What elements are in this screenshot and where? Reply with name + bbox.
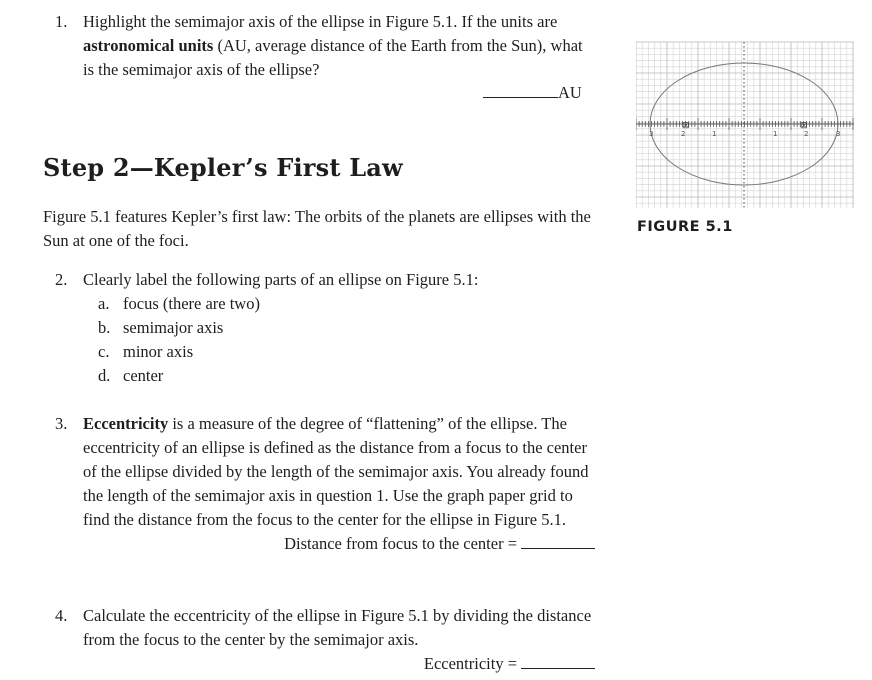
question-3 bbox=[55, 412, 595, 556]
question-text: Calculate the eccentricity of the ellipse in Figure 5.1 by dividing the distance from the focus to the center by the semimajor axis. Eccentricity = bbox=[83, 604, 595, 676]
answer-blank[interactable] bbox=[483, 82, 558, 98]
parts-list bbox=[98, 292, 260, 388]
focus-marker-icon: ⊠ bbox=[682, 121, 690, 131]
axis-label: 1 bbox=[712, 130, 717, 138]
question-number: 1. bbox=[55, 12, 68, 31]
answer-blank[interactable] bbox=[521, 534, 595, 549]
focus-marker-icon: ⊠ bbox=[800, 121, 808, 131]
figure-caption: FIGURE 5.1 bbox=[637, 219, 733, 235]
question-text: Clearly label the following parts of an ellipse on Figure 5.1: bbox=[83, 270, 479, 289]
axis-label: 1 bbox=[773, 130, 778, 138]
section-title: Step 2—Kepler’s First Law bbox=[43, 153, 403, 182]
question-number: 3. bbox=[55, 414, 68, 433]
answer-label: Distance from focus to the center = bbox=[284, 534, 517, 553]
list-item: d. center bbox=[98, 366, 164, 385]
answer-row bbox=[83, 532, 595, 556]
question-number: 2. bbox=[55, 270, 68, 289]
intro-paragraph: Figure 5.1 features Kepler’s first law: The orbits of the planets are ellipses with the Sun at one of the foci. bbox=[43, 207, 591, 250]
unit-label: AU bbox=[558, 83, 582, 102]
bold-term: astronomical units bbox=[83, 36, 214, 55]
answer-row bbox=[83, 652, 595, 676]
answer-label: Eccentricity = bbox=[423, 654, 517, 673]
question-2 bbox=[55, 268, 595, 292]
question-4 bbox=[55, 604, 595, 676]
question-number: 4. bbox=[55, 606, 68, 625]
question-text: Eccentricity is a measure of the degree of “flattening” of the ellipse. The eccentricity of an ellipse is defined as the distance from a focus to the center of the ellipse divided by the length of the semimajor axis. You already found the length of the semimajor axis in question 1. Use the graph paper grid to find the distance from the focus to the center for the ellipse in Figure 5.1. Distance from focus to the center = bbox=[83, 412, 595, 556]
axis-label: 2 bbox=[681, 130, 686, 138]
graph-grid bbox=[636, 42, 854, 208]
question-1 bbox=[55, 10, 595, 82]
list-item: b. semimajor axis bbox=[98, 318, 224, 337]
axis-label: 2 bbox=[804, 130, 809, 138]
list-item: c. minor axis bbox=[98, 342, 194, 361]
list-item: a. focus (there are two) bbox=[98, 294, 260, 313]
answer-line-au[interactable] bbox=[483, 82, 582, 103]
bold-term: Eccentricity bbox=[83, 414, 169, 433]
axis-label: 3 bbox=[649, 130, 654, 138]
question-text: Highlight the semimajor axis of the ellipse in Figure 5.1. If the units are astronomical units (AU, average distance of the Earth from the Sun), what is the semimajor axis of the ellipse? bbox=[83, 12, 583, 79]
figure-ellipse-graph bbox=[636, 36, 854, 211]
axis-label: 3 bbox=[836, 130, 841, 138]
answer-blank[interactable] bbox=[521, 654, 595, 669]
